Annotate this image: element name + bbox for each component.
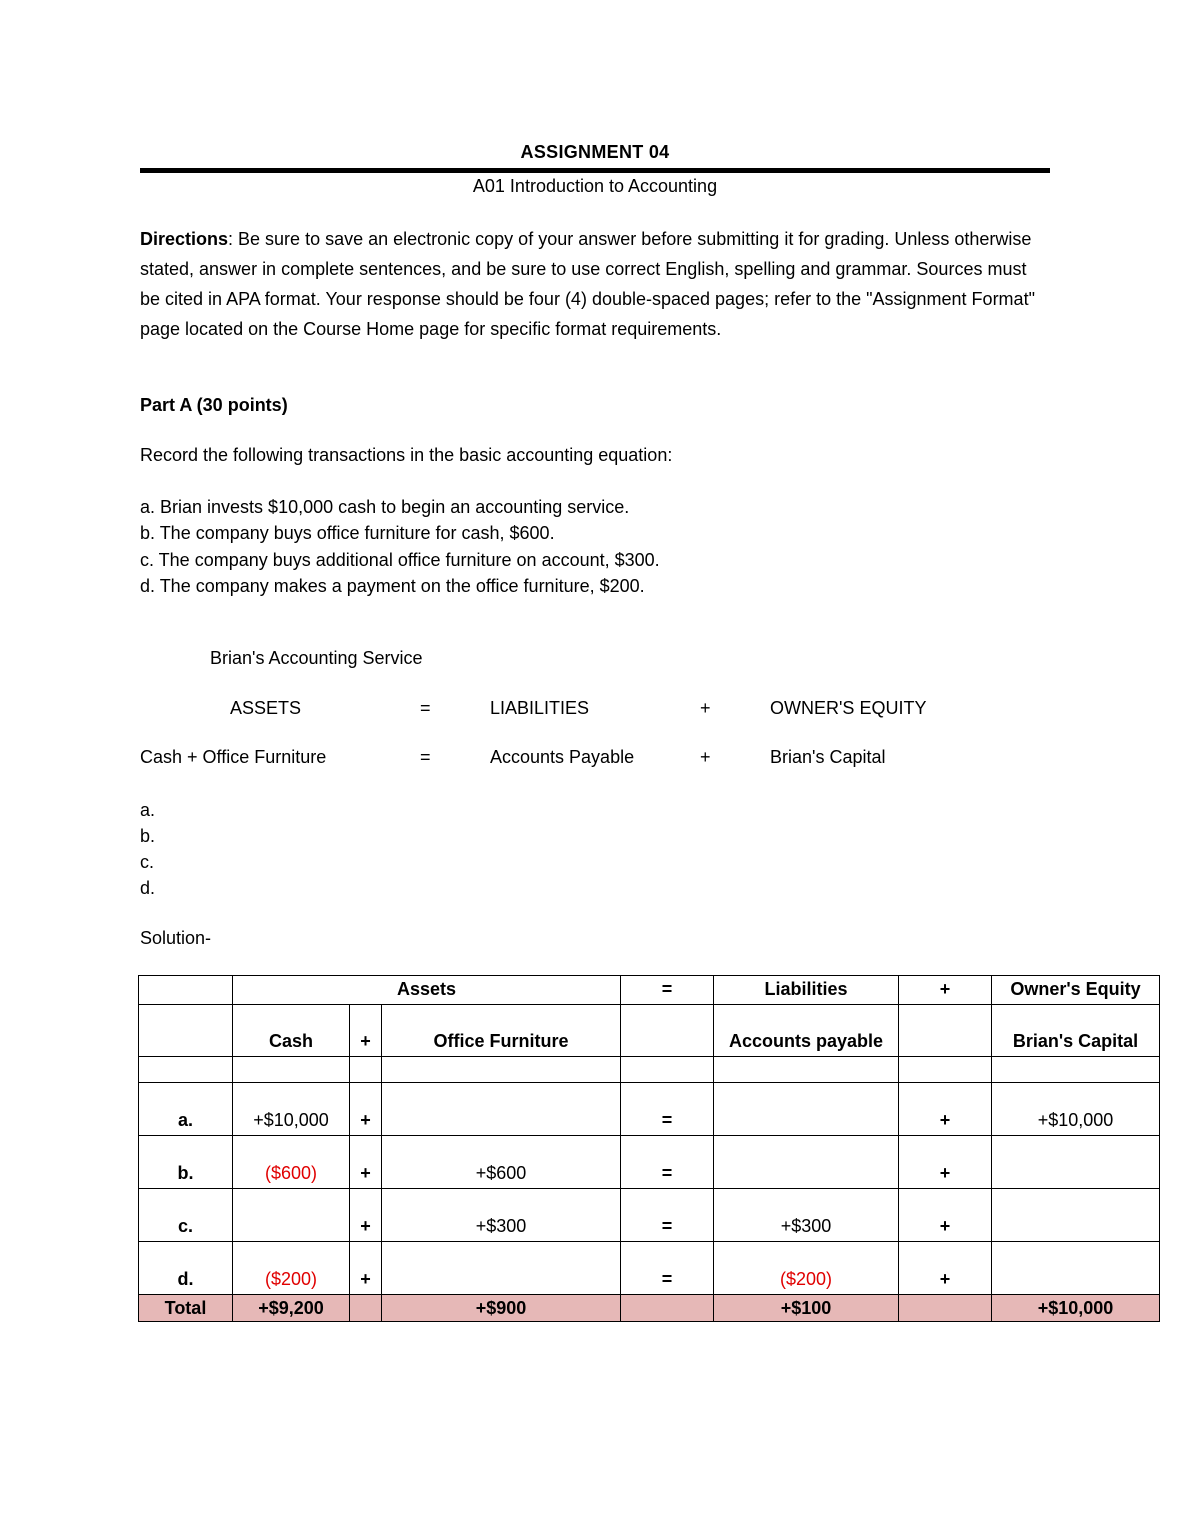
course-subtitle: A01 Introduction to Accounting: [472, 176, 718, 196]
blank-row: [139, 1057, 1160, 1083]
capital-cell: [992, 1136, 1160, 1189]
total-empty-cell: [899, 1295, 992, 1322]
directions-label: Directions: [140, 229, 229, 249]
furniture-cell: +$300: [382, 1189, 621, 1242]
transaction-b: b. The company buys office furniture for cash, $600.: [140, 523, 555, 544]
total-label: Total: [139, 1295, 233, 1322]
total-capital: +$10,000: [992, 1295, 1160, 1322]
row-label: b.: [139, 1136, 233, 1189]
blank-cell: [621, 1057, 714, 1083]
equals-cell: =: [621, 1189, 714, 1242]
blank-cell: [139, 1057, 233, 1083]
equals-cell: =: [621, 1083, 714, 1136]
equation-equals: =: [420, 698, 431, 718]
table-row: [139, 1189, 1160, 1242]
part-a-instruction: Record the following transactions in the basic accounting equation:: [140, 445, 673, 465]
transaction-c: c. The company buys additional office furniture on account, $300.: [140, 549, 660, 570]
total-row: [139, 1295, 1160, 1322]
answer-letter-a: a.: [140, 800, 156, 820]
blank-cell: [350, 1057, 382, 1083]
solution-header-row: [139, 976, 1160, 1005]
plus-cell: +: [350, 1083, 382, 1136]
total-empty-cell: [350, 1295, 382, 1322]
answer-letters: [140, 797, 155, 901]
part-a-heading: Part A (30 points): [140, 395, 288, 415]
total-empty-cell: [621, 1295, 714, 1322]
answer-letter-c: c.: [140, 852, 155, 872]
equation-assets: ASSETS: [230, 698, 302, 718]
header-owners-equity: Owner's Equity: [992, 976, 1160, 1005]
transaction-d: d. The company makes a payment on the office furniture, $200.: [140, 575, 645, 596]
subheader-empty-cell: [899, 1005, 992, 1057]
equals-cell: =: [621, 1136, 714, 1189]
table-row: [139, 1083, 1160, 1136]
cash-cell: [233, 1189, 350, 1242]
blank-cell: [992, 1057, 1160, 1083]
capital-cell: +$10,000: [992, 1083, 1160, 1136]
subheader-empty-cell: [621, 1005, 714, 1057]
solution-subheader-row: [139, 1005, 1160, 1057]
plus-cell: +: [899, 1242, 992, 1295]
total-payable: +$100: [714, 1295, 899, 1322]
row-label: d.: [139, 1242, 233, 1295]
subheader-cash: Cash: [233, 1005, 350, 1057]
equation-detail-assets: Cash + Office Furniture: [140, 747, 327, 767]
furniture-cell: [382, 1242, 621, 1295]
directions-paragraph: [140, 224, 1050, 344]
equation-plus: +: [700, 698, 711, 718]
equation-detail-equity: Brian's Capital: [770, 747, 886, 767]
subheader-accounts-payable: Accounts payable: [714, 1005, 899, 1057]
cash-cell: +$10,000: [233, 1083, 350, 1136]
blank-cell: [382, 1057, 621, 1083]
answer-letter-d: d.: [140, 878, 156, 898]
solution-table: [138, 975, 1160, 1322]
subheader-brians-capital: Brian's Capital: [992, 1005, 1160, 1057]
cash-cell: ($200): [233, 1242, 350, 1295]
header-assets: Assets: [233, 976, 621, 1005]
equation-detail-liabilities: Accounts Payable: [490, 747, 635, 767]
row-label: a.: [139, 1083, 233, 1136]
furniture-cell: [382, 1083, 621, 1136]
total-cash: +$9,200: [233, 1295, 350, 1322]
plus-cell: +: [350, 1189, 382, 1242]
equation-detail-equals: =: [420, 747, 431, 767]
directions-text: : Be sure to save an electronic copy of your answer before submitting it for grading. Unless otherwise stated, answer in complete sentences, and be sure to use correct English, spelling and grammar. Sources must be cited in APA format. Your response should be four (4) double-spaced pages; refer to the "Assignment Format" page located on the Course Home page for specific format requirements.: [140, 229, 1035, 339]
header-plus: +: [899, 976, 992, 1005]
capital-cell: [992, 1242, 1160, 1295]
plus-cell: +: [350, 1136, 382, 1189]
table-row: [139, 1242, 1160, 1295]
equation-owners-equity: OWNER'S EQUITY: [770, 698, 927, 718]
header-equals: =: [621, 976, 714, 1005]
payable-cell: [714, 1083, 899, 1136]
table-row: [139, 1136, 1160, 1189]
subheader-office-furniture: Office Furniture: [382, 1005, 621, 1057]
payable-cell: [714, 1136, 899, 1189]
company-name: Brian's Accounting Service: [210, 648, 423, 668]
plus-cell: +: [899, 1136, 992, 1189]
capital-cell: [992, 1189, 1160, 1242]
blank-cell: [233, 1057, 350, 1083]
payable-cell: ($200): [714, 1242, 899, 1295]
assignment-title: ASSIGNMENT 04: [520, 142, 670, 162]
cash-cell: ($600): [233, 1136, 350, 1189]
equals-cell: =: [621, 1242, 714, 1295]
subheader-empty-cell: [139, 1005, 233, 1057]
subheader-plus: +: [350, 1005, 382, 1057]
payable-cell: +$300: [714, 1189, 899, 1242]
solution-label: Solution-: [140, 928, 212, 948]
blank-cell: [899, 1057, 992, 1083]
furniture-cell: +$600: [382, 1136, 621, 1189]
plus-cell: +: [350, 1242, 382, 1295]
equation-detail-plus: +: [700, 747, 711, 767]
plus-cell: +: [899, 1189, 992, 1242]
title-divider: [140, 168, 1050, 173]
transaction-a: a. Brian invests $10,000 cash to begin an accounting service.: [140, 497, 630, 517]
total-furniture: +$900: [382, 1295, 621, 1322]
answer-letter-b: b.: [140, 826, 156, 846]
header-liabilities: Liabilities: [714, 976, 899, 1005]
header-empty-cell: [139, 976, 233, 1005]
row-label: c.: [139, 1189, 233, 1242]
plus-cell: +: [899, 1083, 992, 1136]
blank-cell: [714, 1057, 899, 1083]
transaction-list: [140, 494, 660, 599]
equation-liabilities: LIABILITIES: [490, 698, 590, 718]
